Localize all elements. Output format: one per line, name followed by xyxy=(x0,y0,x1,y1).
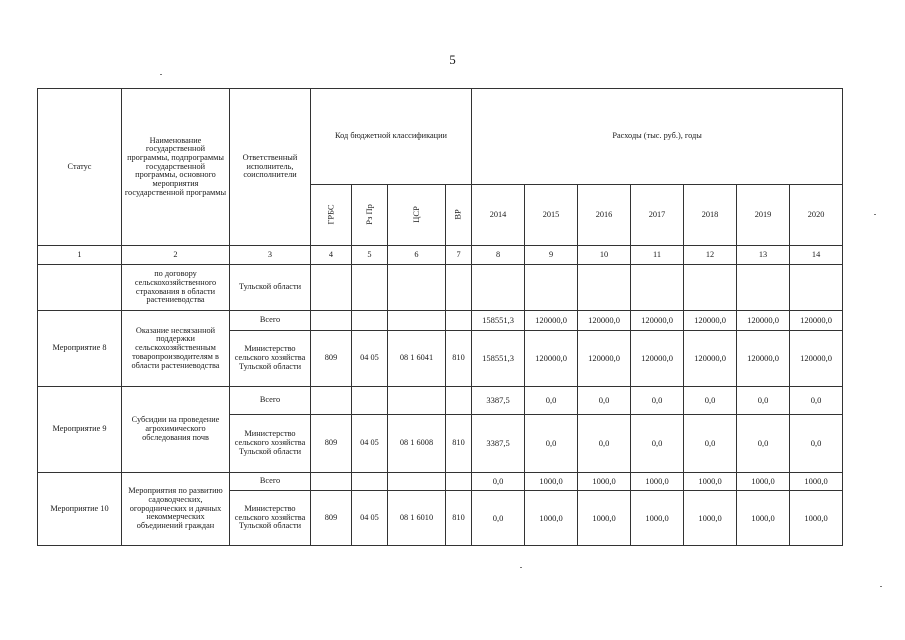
amount-cell: 120000,0 xyxy=(631,311,684,331)
col-number: 11 xyxy=(631,246,684,265)
ministry-label: Министерство сельского хозяйства Тульской области xyxy=(230,491,311,546)
col-number: 9 xyxy=(525,246,578,265)
activity-total-row xyxy=(38,311,843,331)
amount-cell: 120000,0 xyxy=(578,331,631,387)
amount-cell: 158551,3 xyxy=(472,331,525,387)
amount-cell: 0,0 xyxy=(684,415,737,473)
amount-cell: 0,0 xyxy=(790,387,843,415)
amount-cell: 120000,0 xyxy=(631,331,684,387)
amount-cell: 120000,0 xyxy=(684,331,737,387)
col-number: 14 xyxy=(790,246,843,265)
amount-cell: 120000,0 xyxy=(790,311,843,331)
amount-cell: 120000,0 xyxy=(525,311,578,331)
amount-cell: 120000,0 xyxy=(684,311,737,331)
header-expenses: Расходы (тыс. руб.), годы xyxy=(472,89,843,185)
amount-cell: 0,0 xyxy=(578,387,631,415)
amount-cell: 1000,0 xyxy=(790,473,843,491)
activity-status: Мероприятие 9 xyxy=(38,387,122,473)
vr-cell: 810 xyxy=(446,415,472,473)
amount-cell: 0,0 xyxy=(525,415,578,473)
header-year: 2018 xyxy=(684,185,737,246)
amount-cell: 120000,0 xyxy=(525,331,578,387)
amount-cell: 0,0 xyxy=(631,387,684,415)
amount-cell: 0,0 xyxy=(684,387,737,415)
rzpr-cell: 04 05 xyxy=(352,491,388,546)
rzpr-cell: 04 05 xyxy=(352,331,388,387)
activity-total-row xyxy=(38,387,843,415)
header-code-rzpr: Рз Пр xyxy=(352,185,388,246)
header-year: 2015 xyxy=(525,185,578,246)
total-label: Всего xyxy=(230,473,311,491)
amount-cell: 0,0 xyxy=(790,415,843,473)
amount-cell: 1000,0 xyxy=(684,473,737,491)
amount-cell: 3387,5 xyxy=(472,387,525,415)
budget-table xyxy=(37,88,843,546)
total-label: Всего xyxy=(230,387,311,415)
header-status: Статус xyxy=(38,89,122,246)
amount-cell: 120000,0 xyxy=(790,331,843,387)
activity-status: Мероприятие 8 xyxy=(38,311,122,387)
activity-name: Оказание несвязанной поддержки сельскохозяйственным товаропроизводителям в области растениеводства xyxy=(122,311,230,387)
amount-cell: 1000,0 xyxy=(684,491,737,546)
amount-cell: 1000,0 xyxy=(578,491,631,546)
scan-speck xyxy=(160,74,162,75)
amount-cell: 0,0 xyxy=(578,415,631,473)
amount-cell: 0,0 xyxy=(737,415,790,473)
header-executor: Ответственный исполнитель, соисполнители xyxy=(230,89,311,246)
amount-cell: 1000,0 xyxy=(737,491,790,546)
col-number: 6 xyxy=(388,246,446,265)
header-code-csr: ЦСР xyxy=(388,185,446,246)
amount-cell: 1000,0 xyxy=(525,491,578,546)
header-year: 2016 xyxy=(578,185,631,246)
amount-cell: 0,0 xyxy=(472,491,525,546)
amount-cell: 120000,0 xyxy=(737,311,790,331)
amount-cell: 1000,0 xyxy=(790,491,843,546)
grbs-cell: 809 xyxy=(311,415,352,473)
continuation-name: по договору сельскохозяйственного страхования в области растениеводства xyxy=(122,265,230,311)
amount-cell: 1000,0 xyxy=(631,491,684,546)
vr-cell: 810 xyxy=(446,491,472,546)
amount-cell: 1000,0 xyxy=(525,473,578,491)
amount-cell: 120000,0 xyxy=(737,331,790,387)
amount-cell: 3387,5 xyxy=(472,415,525,473)
amount-cell: 0,0 xyxy=(737,387,790,415)
scan-speck xyxy=(874,214,876,215)
header-year: 2020 xyxy=(790,185,843,246)
header-name: Наименование государственной программы, подпрограммы государственной программы, основного мероприятия государственной программы xyxy=(122,89,230,246)
amount-cell: 0,0 xyxy=(631,415,684,473)
col-number: 13 xyxy=(737,246,790,265)
header-year: 2017 xyxy=(631,185,684,246)
grbs-cell: 809 xyxy=(311,331,352,387)
header-code-vr: ВР xyxy=(446,185,472,246)
activity-status: Мероприятие 10 xyxy=(38,473,122,546)
col-number: 10 xyxy=(578,246,631,265)
activity-name: Мероприятия по развитию садоводческих, огороднических и дачных некоммерческих объединений граждан xyxy=(122,473,230,546)
csr-cell: 08 1 6041 xyxy=(388,331,446,387)
rzpr-cell: 04 05 xyxy=(352,415,388,473)
ministry-label: Министерство сельского хозяйства Тульской области xyxy=(230,331,311,387)
activity-name: Субсидии на проведение агрохимического обследования почв xyxy=(122,387,230,473)
total-label: Всего xyxy=(230,311,311,331)
amount-cell: 1000,0 xyxy=(631,473,684,491)
activity-total-row xyxy=(38,473,843,491)
continuation-row xyxy=(38,265,843,311)
csr-cell: 08 1 6008 xyxy=(388,415,446,473)
col-number: 4 xyxy=(311,246,352,265)
ministry-label: Министерство сельского хозяйства Тульской области xyxy=(230,415,311,473)
col-number: 1 xyxy=(38,246,122,265)
scan-speck xyxy=(880,586,882,587)
header-year: 2019 xyxy=(737,185,790,246)
amount-cell: 158551,3 xyxy=(472,311,525,331)
csr-cell: 08 1 6010 xyxy=(388,491,446,546)
vr-cell: 810 xyxy=(446,331,472,387)
header-row-1 xyxy=(38,89,843,185)
page-number: 5 xyxy=(449,52,456,67)
col-number: 12 xyxy=(684,246,737,265)
continuation-executor: Тульской области xyxy=(230,265,311,311)
col-number: 7 xyxy=(446,246,472,265)
scan-speck xyxy=(520,567,522,568)
col-number: 3 xyxy=(230,246,311,265)
header-budget-code: Код бюджетной классификации xyxy=(311,89,472,185)
amount-cell: 120000,0 xyxy=(578,311,631,331)
col-number: 8 xyxy=(472,246,525,265)
header-year: 2014 xyxy=(472,185,525,246)
amount-cell: 1000,0 xyxy=(737,473,790,491)
col-number: 5 xyxy=(352,246,388,265)
column-number-row xyxy=(38,246,843,265)
amount-cell: 1000,0 xyxy=(578,473,631,491)
col-number: 2 xyxy=(122,246,230,265)
amount-cell: 0,0 xyxy=(472,473,525,491)
amount-cell: 0,0 xyxy=(525,387,578,415)
header-code-grbs: ГРБС xyxy=(311,185,352,246)
grbs-cell: 809 xyxy=(311,491,352,546)
